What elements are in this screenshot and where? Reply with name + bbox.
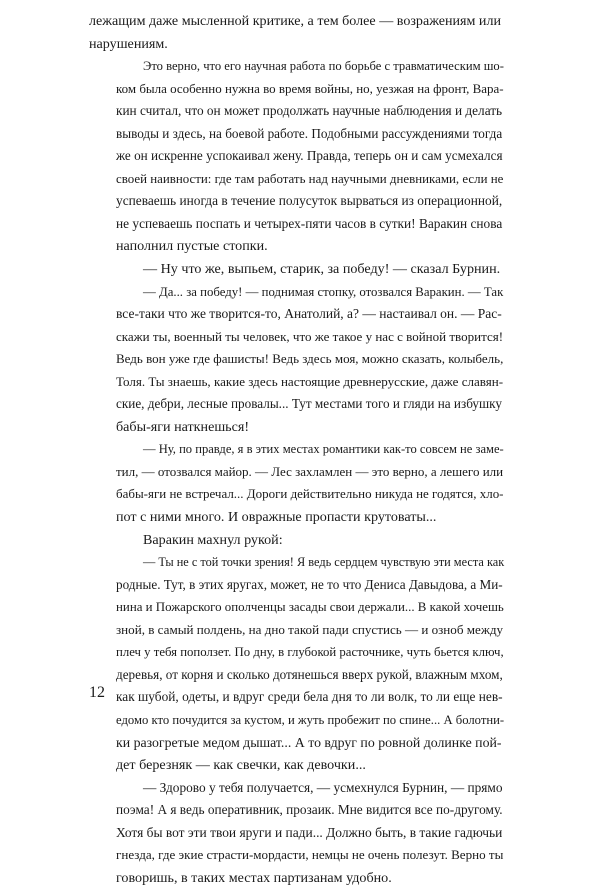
paragraph (89, 551, 505, 776)
text-line: бабы-яги наткнешься! (116, 418, 250, 435)
text-line: поэма! А я ведь оперативник, прозаик. Мне видится все по-другому. (116, 802, 503, 818)
text-line: выводы и здесь, на боевой работе. Подобными рассуждениями тогда (116, 125, 503, 141)
text-line: же он искренне успокаивал жену. Правда, теперь он и сам усмехался (116, 148, 503, 164)
paragraph (89, 258, 501, 281)
text-line: плеч у тебя поползет. По дну, в глубокой расточнике, чуть бьется ключ, (116, 645, 504, 660)
text-line: своей наивности: где там работать над научными дневниками, если не (116, 170, 504, 186)
text-line: Хотя бы вот эти твои яруги и пади... Должно быть, в такие гадючьи (116, 824, 503, 840)
text-line: наполнил пустые стопки. (116, 238, 268, 255)
text-line: — Ты не с той точки зрения! Я ведь сердцем чувствую эти места как (143, 555, 505, 570)
text-line: скажи ты, военный ты человек, что же такое у нас с войной творится! (116, 328, 504, 344)
text-line: бабы-яги не встречал... Дороги действительно никуда не годятся, хло- (116, 486, 504, 502)
text-line: — Ну, по правде, я в этих местах романтики как-то совсем не заме- (143, 442, 504, 457)
text-line: ком была особенно нужна во время войны, но, уезжая на фронт, Вара- (116, 80, 504, 96)
text-line: родные. Тут, в этих яругах, может, не то что Дениса Давыдова, а Ми- (116, 576, 503, 592)
text-line: — Здорово у тебя получается, — усмехнулся Бурнин, — прямо (143, 779, 503, 795)
text-line: как шубой, одеты, и вдруг среди бела дня то ли волк, то ли еще нев- (116, 689, 503, 705)
text-line: говоришь, в таких местах партизанам удобно. (116, 869, 392, 886)
text-line: пот с ними много. И овражные пропасти крутоваты... (116, 509, 437, 526)
text-line: Ведь вон уже где фашисты! Ведь здесь моя, можно сказать, колыбель, (116, 351, 504, 367)
text-line: кин считал, что он может продолжать научные наблюдения и делать (116, 103, 503, 119)
text-line: ские, дебри, лесные провалы... Тут местами того и гляди на избушку (116, 396, 502, 412)
paragraph (89, 438, 504, 528)
text-line: успеваешь иногда в течение полусуток вырваться из операционной, (116, 193, 503, 209)
paragraph (89, 777, 504, 889)
text-line: дет березняк — как свечки, как девочки... (116, 757, 366, 774)
text-line: тил, — отозвался майор. — Лес захламлен — это верно, а лешего или (116, 463, 504, 479)
paragraph (89, 55, 504, 258)
text-line: Это верно, что его научная работа по борьбе с травматическим шо- (143, 59, 504, 74)
paragraph (89, 529, 501, 552)
paragraph (89, 281, 504, 439)
text-line: ки разогретые медом дышат... А то вдруг по ровной долинке пой- (116, 734, 502, 750)
body-text (89, 10, 505, 889)
text-line: лежащим даже мысленной критике, а тем более — возражениям или (89, 13, 501, 29)
text-line: Толя. Ты знаешь, какие здесь настоящие древнерусские, даже славян- (116, 373, 504, 389)
text-line: зной, в самый полдень, на дно такой пади спустись — и озноб между (116, 621, 504, 637)
text-line: деревья, от корня и сколько дотянешься вверх рукой, влажным мхом, (116, 666, 503, 682)
text-line: все-таки что же творится-то, Анатолий, а? — настаивал он. — Рас- (116, 306, 502, 322)
text-line: гнезда, где экие страсти-мордасти, немцы не очень полезут. Верно ты (116, 847, 504, 863)
text-line: — Да... за победу! — поднимая стопку, отозвался Варакин. — Так (143, 284, 504, 299)
text-line: нарушениям. (89, 35, 168, 52)
text-line: не успеваешь поспать и четырех-пяти часов в сутки! Варакин снова (116, 215, 503, 231)
page-number: 12 (89, 684, 105, 701)
text-line: Варакин махнул рукой: (143, 531, 283, 548)
paragraph (89, 10, 501, 55)
text-line: — Ну что же, выпьем, старик, за победу! — сказал Бурнин. (143, 261, 501, 278)
text-line: едомо кто почудится за кустом, и жуть пробежит по спине... А болотни- (116, 712, 505, 727)
text-line: нина и Пожарского ополченцы засады свои держали... В какой хочешь (116, 599, 504, 615)
